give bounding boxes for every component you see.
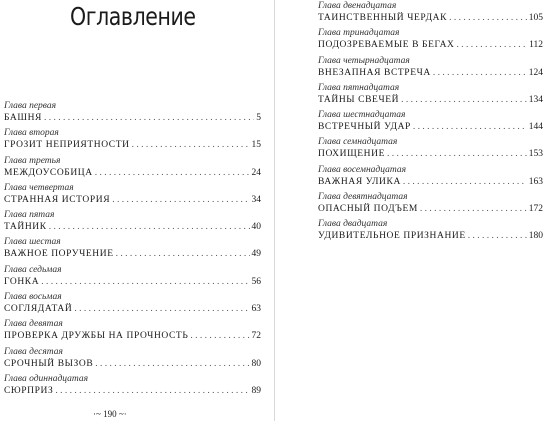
toc-entry — [318, 28, 543, 55]
toc-list-left — [4, 101, 261, 401]
toc-entry — [318, 1, 543, 28]
dot-leader — [112, 194, 249, 207]
right-page — [275, 0, 550, 421]
toc-entry — [4, 265, 261, 292]
entry-row — [4, 385, 261, 398]
entry-row — [4, 167, 261, 180]
entry-row — [4, 194, 261, 207]
chapter-label: Глава четырнадцатая — [318, 55, 410, 66]
dot-leader — [95, 358, 249, 371]
toc-list-right — [318, 1, 543, 247]
toc-entry — [4, 183, 261, 210]
entry-row — [318, 230, 543, 243]
toc-entry — [318, 219, 543, 246]
chapter-title: СЮРПРИЗ — [4, 385, 54, 396]
chapter-title: СОГЛЯДАТАЙ — [4, 304, 73, 315]
chapter-title: ГОНКА — [4, 276, 40, 287]
chapter-page-number: 63 — [251, 304, 261, 315]
chapter-page-number: 34 — [251, 194, 261, 205]
chapter-title: БАШНЯ — [4, 113, 42, 123]
dot-leader — [44, 112, 254, 125]
entry-row — [318, 176, 543, 189]
entry-row — [318, 203, 543, 216]
chapter-page-number: 144 — [528, 122, 543, 133]
page-title: Оглавление — [70, 2, 196, 31]
entry-row — [318, 39, 543, 52]
dot-leader — [55, 385, 249, 398]
toc-entry — [4, 237, 261, 264]
chapter-title: МЕЖДОУСОБИЦА — [4, 167, 93, 178]
toc-entry — [318, 110, 543, 137]
chapter-label: Глава десятая — [4, 346, 63, 357]
chapter-label: Глава пятая — [4, 210, 55, 221]
toc-entry — [4, 156, 261, 183]
chapter-title: ПОДОЗРЕВАЕМЫЕ В БЕГАХ — [318, 40, 455, 51]
chapter-page-number: 172 — [528, 204, 543, 215]
chapter-page-number: 105 — [528, 13, 543, 23]
dot-leader — [420, 203, 527, 216]
chapter-title: ТАЙНИК — [4, 222, 47, 233]
chapter-title: ВСТРЕЧНЫЙ УДАР — [318, 122, 411, 133]
dot-leader — [116, 248, 250, 261]
chapter-page-number: 180 — [528, 231, 543, 242]
entry-row — [4, 248, 261, 261]
dot-leader — [449, 12, 527, 25]
entry-row — [4, 358, 261, 371]
entry-row — [318, 148, 543, 161]
chapter-label: Глава шестнадцатая — [318, 110, 406, 121]
toc-entry — [318, 56, 543, 83]
page-number-footer: ·~ 190 ~· — [93, 409, 127, 419]
chapter-page-number: 163 — [528, 176, 543, 187]
chapter-page-number: 89 — [251, 385, 261, 396]
chapter-label: Глава двенадцатая — [318, 1, 397, 11]
chapter-page-number: 56 — [251, 276, 261, 287]
chapter-label: Глава шестая — [4, 237, 61, 248]
entry-row — [4, 276, 261, 289]
dot-leader — [433, 67, 527, 80]
dot-leader — [401, 94, 527, 107]
chapter-label: Глава четвертая — [4, 182, 74, 193]
dot-leader — [41, 276, 249, 289]
toc-entry — [4, 292, 261, 319]
entry-row — [4, 221, 261, 234]
chapter-page-number: 153 — [528, 149, 543, 160]
chapter-title: ТАЙНЫ СВЕЧЕЙ — [318, 94, 400, 105]
toc-entry — [318, 83, 543, 110]
chapter-title: ПОХИЩЕНИЕ — [318, 149, 386, 160]
chapter-label: Глава седьмая — [4, 264, 62, 275]
chapter-title: СРОЧНЫЙ ВЫЗОВ — [4, 358, 94, 369]
chapter-label: Глава одиннадцатая — [4, 373, 89, 384]
dot-leader — [387, 148, 527, 161]
entry-row — [318, 121, 543, 134]
dot-leader — [74, 303, 249, 316]
entry-row — [4, 112, 261, 125]
entry-row — [4, 330, 261, 343]
entry-row — [318, 67, 543, 80]
entry-row — [4, 303, 261, 316]
toc-entry — [318, 192, 543, 219]
dot-leader — [49, 221, 250, 234]
chapter-title: ОПАСНЫЙ ПОДЪЕМ — [318, 204, 418, 215]
dot-leader — [95, 167, 250, 180]
chapter-label: Глава семнадцатая — [318, 137, 398, 148]
entry-row — [4, 139, 261, 152]
chapter-title: СТРАННАЯ ИСТОРИЯ — [4, 194, 111, 205]
chapter-page-number: 80 — [251, 358, 261, 369]
chapter-label: Глава тринадцатая — [318, 28, 400, 39]
chapter-label: Глава вторая — [4, 128, 59, 139]
chapter-label: Глава третья — [4, 155, 61, 166]
chapter-page-number: 124 — [528, 67, 543, 78]
toc-entry — [4, 101, 261, 128]
dot-leader — [413, 121, 527, 134]
chapter-title: ВАЖНОЕ ПОРУЧЕНИЕ — [4, 249, 114, 260]
dot-leader — [190, 330, 249, 343]
chapter-page-number: 134 — [528, 94, 543, 105]
dot-leader — [457, 39, 528, 52]
chapter-page-number: 24 — [251, 167, 261, 178]
entry-row — [318, 94, 543, 107]
chapter-label: Глава двадцатая — [318, 219, 388, 230]
chapter-title: ВАЖНАЯ УЛИКА — [318, 176, 401, 187]
toc-entry — [4, 347, 261, 374]
toc-entry — [318, 137, 543, 164]
toc-entry — [4, 128, 261, 155]
left-page — [0, 0, 274, 421]
chapter-label: Глава девятнадцатая — [318, 192, 408, 203]
dot-leader — [468, 230, 527, 243]
chapter-title: ГРОЗИТ НЕПРИЯТНОСТИ — [4, 140, 130, 151]
toc-entry — [318, 165, 543, 192]
chapter-page-number: 112 — [529, 40, 543, 51]
chapter-page-number: 49 — [251, 249, 261, 260]
chapter-label: Глава пятнадцатая — [318, 82, 400, 93]
chapter-page-number: 5 — [256, 113, 261, 123]
chapter-page-number: 72 — [251, 331, 261, 342]
toc-entry — [4, 319, 261, 346]
chapter-title: ТАИНСТВЕННЫЙ ЧЕРДАК — [318, 13, 448, 23]
chapter-label: Глава первая — [4, 101, 57, 111]
entry-row — [318, 12, 543, 25]
chapter-label: Глава восемнадцатая — [318, 164, 407, 175]
chapter-title: ПРОВЕРКА ДРУЖБЫ НА ПРОЧНОСТЬ — [4, 331, 189, 342]
chapter-label: Глава восьмая — [4, 292, 62, 303]
chapter-page-number: 15 — [251, 140, 261, 151]
chapter-title: ВНЕЗАПНАЯ ВСТРЕЧА — [318, 67, 431, 78]
chapter-title: УДИВИТЕЛЬНОЕ ПРИЗНАНИЕ — [318, 231, 466, 242]
chapter-page-number: 40 — [251, 222, 261, 233]
dot-leader — [403, 176, 527, 189]
dot-leader — [132, 139, 250, 152]
toc-entry — [4, 210, 261, 237]
toc-entry — [4, 374, 261, 401]
chapter-label: Глава девятая — [4, 319, 63, 330]
